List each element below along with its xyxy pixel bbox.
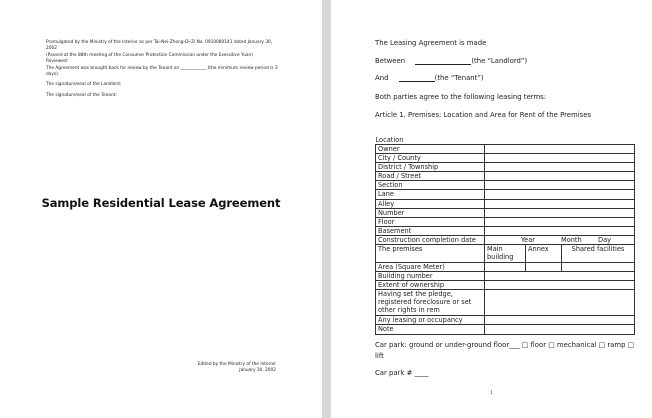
row-label: Road / Street — [376, 172, 485, 181]
note-review-period: The Agreement was brought back for review by the Tenant on ____________ (the minimum review period is 3 days). — [46, 65, 278, 78]
pledge-label: Having set the pledge, registered foreclosure or set other rights in rem — [376, 290, 485, 316]
table-row — [376, 199, 635, 208]
row-label: City / County — [376, 154, 485, 163]
between-label: Between — [375, 57, 406, 65]
table-row — [376, 316, 635, 325]
row-value — [485, 172, 635, 181]
table-row — [376, 290, 635, 316]
agreement-page — [331, 0, 652, 418]
row-label: Floor — [376, 217, 485, 226]
row-value — [526, 263, 562, 272]
tenant-label: (the “Tenant”) — [434, 74, 484, 82]
row-value — [485, 272, 635, 281]
row-label: Area (Square Meter) — [376, 263, 485, 272]
row-value — [485, 281, 635, 290]
date-year: Year — [521, 235, 535, 244]
table-row — [376, 263, 635, 272]
row-label: Alley — [376, 199, 485, 208]
shared-facilities: Shared facilities — [562, 245, 635, 263]
construction-label: Construction completion date — [376, 235, 485, 244]
and-label: And — [375, 74, 389, 82]
and-line — [375, 74, 484, 82]
table-row — [376, 235, 635, 244]
row-label: Section — [376, 181, 485, 190]
table-row — [376, 281, 635, 290]
page-number: 1 — [490, 391, 493, 396]
table-row — [376, 245, 635, 263]
row-value — [485, 325, 635, 334]
promulgation-notes — [46, 40, 282, 99]
row-value — [485, 154, 635, 163]
row-value — [562, 263, 635, 272]
table-row — [376, 208, 635, 217]
signature-landlord: The signature/seal of the Landlord: — [46, 82, 122, 88]
row-label: Extent of ownership — [376, 281, 485, 290]
leasing-label: Any leasing or occupancy — [376, 316, 485, 325]
editor-note — [156, 362, 276, 375]
row-value — [485, 217, 635, 226]
landlord-label: (the “Landlord”) — [471, 57, 528, 65]
table-row — [376, 190, 635, 199]
row-label: District / Township — [376, 163, 485, 172]
made-line: The Leasing Agreement is made — [375, 39, 487, 47]
landlord-blank — [415, 57, 471, 65]
table-row — [376, 226, 635, 235]
date-day: Day — [598, 235, 612, 244]
article-1-heading: Article 1. Premises: Location and Area for Rent of the Premises — [375, 111, 592, 119]
editor-line-2: January 30, 2002 — [239, 368, 276, 374]
document-title: Sample Residential Lease Agreement — [41, 196, 281, 210]
car-park-number: Car park # ____ — [375, 369, 429, 377]
note-passed: (Passed at the 88th meeting of the Consumer Protection Commission under the Executive Yuan) — [46, 52, 253, 58]
table-row — [376, 154, 635, 163]
row-value — [485, 226, 635, 235]
row-value — [485, 145, 635, 154]
table-row — [376, 145, 635, 154]
date-month: Month — [561, 235, 582, 244]
signature-tenant: The signature/seal of the Tenant: — [46, 92, 117, 98]
tenant-blank — [399, 74, 435, 82]
table-row — [376, 217, 635, 226]
car-park-text: Car park: ground or under-ground floor___ □ floor □ mechanical □ ramp □ lift — [375, 341, 635, 360]
row-value — [485, 181, 635, 190]
row-label: Owner — [376, 145, 485, 154]
row-label: Basement — [376, 226, 485, 235]
table-row — [376, 181, 635, 190]
editor-line-1: Edited by the Ministry of the Interior — [197, 362, 276, 367]
agree-line: Both parties agree to the following leasing terms: — [375, 93, 547, 101]
row-value — [485, 316, 635, 325]
table-row — [376, 325, 635, 334]
row-label: Lane — [376, 190, 485, 199]
between-line — [375, 57, 527, 65]
location-table — [375, 136, 635, 335]
note-promulgated: Promulgated by the Ministry of the Interior as per Tai-Nei-Zhong-Di-Zi No. 0910080141 dated January 30, 2002 — [46, 40, 273, 52]
annex: Annex — [526, 245, 562, 263]
main-building: Main building — [485, 245, 526, 263]
row-value — [485, 208, 635, 217]
table-row — [376, 172, 635, 181]
row-value — [485, 263, 526, 272]
row-label: Number — [376, 208, 485, 217]
row-value — [485, 199, 635, 208]
cover-page — [0, 0, 322, 418]
table-row — [376, 163, 635, 172]
row-value — [485, 190, 635, 199]
row-label: Building number — [376, 272, 485, 281]
construction-date — [485, 235, 635, 244]
location-heading: Location — [375, 136, 404, 144]
table-row — [376, 272, 635, 281]
note-reviewed: Reviewed: — [46, 59, 69, 65]
premises-label: The premises — [376, 245, 485, 263]
row-value — [485, 163, 635, 172]
row-value — [485, 290, 635, 316]
note-label: Note — [376, 325, 485, 334]
